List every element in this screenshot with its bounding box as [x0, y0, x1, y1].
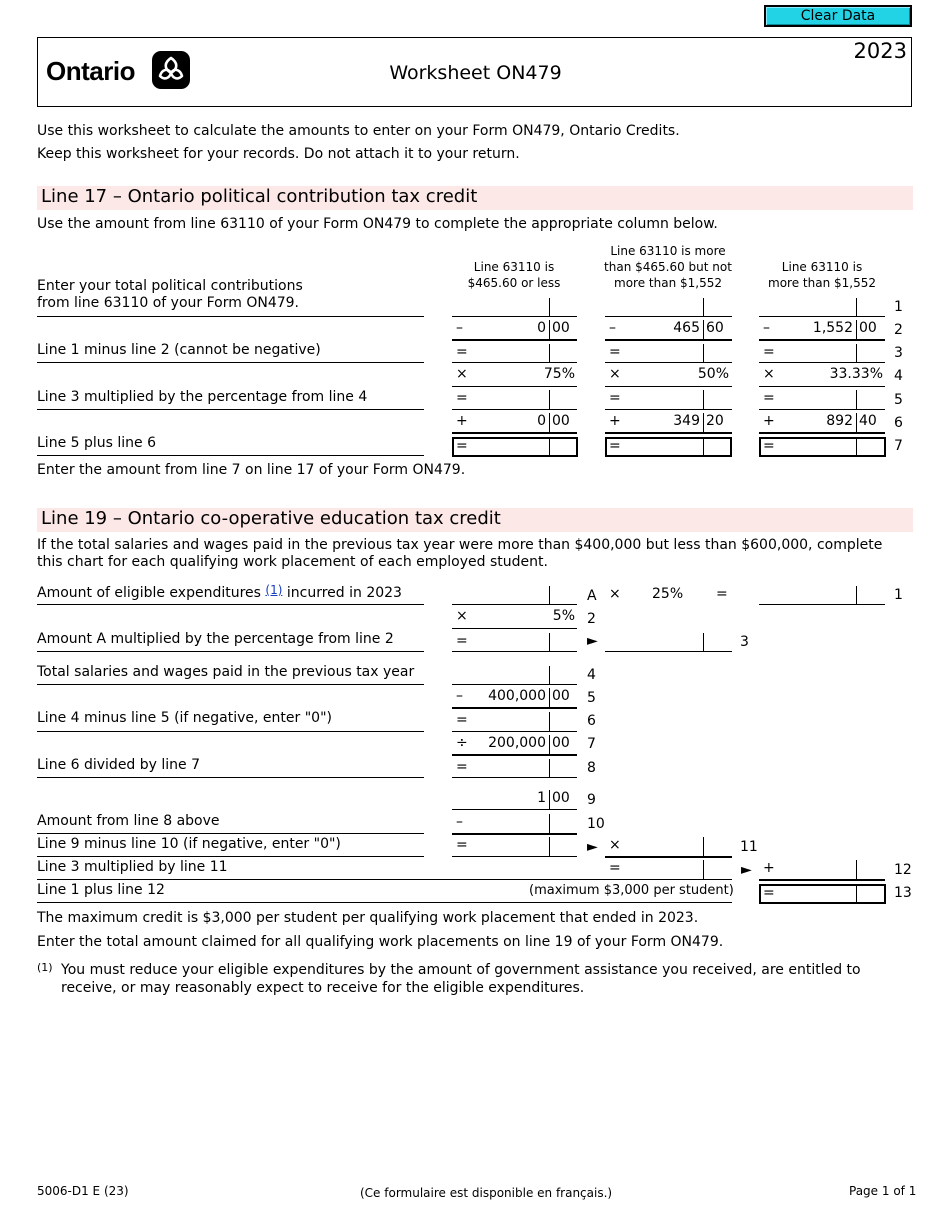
s17-c1-line4-rate: 75%	[543, 366, 575, 382]
s17-col3-header: Line 63110 is more than $1,552	[768, 260, 876, 290]
s19-row6-label: Line 4 minus line 5 (if negative, enter "0")	[37, 710, 332, 726]
s17-c1-line2-dollars: 0	[537, 320, 546, 336]
s19-line-code-a: A	[587, 588, 597, 604]
arrow-icon: ►	[587, 633, 598, 649]
s19-line1-rate: 25%	[652, 586, 684, 602]
s19-row13-note: (maximum $3,000 per student)	[529, 883, 734, 898]
s19-row8-label: Line 6 divided by line 7	[37, 757, 201, 773]
s19-line1-expenditures-input[interactable]	[452, 604, 577, 605]
s17-c2-line6-dollars: 349	[673, 413, 700, 429]
section-line-17-header: Line 17 – Ontario political contribution tax credit	[37, 186, 913, 210]
s19-line11-input[interactable]	[452, 856, 577, 857]
s17-c2-line3-input[interactable]	[605, 362, 732, 363]
s19-note-2: Enter the total amount claimed for all qualifying work placements on line 19 of your Form ON479.	[37, 934, 724, 950]
s19-line12-input[interactable]	[759, 879, 885, 881]
form-id: 5006-D1 E (23)	[37, 1184, 129, 1198]
s17-c1-line2-cents: 00	[552, 320, 570, 336]
s19-line-number: 1	[894, 587, 903, 603]
french-availability: (Ce formulaire est disponible en français.)	[360, 1186, 613, 1200]
s17-c2-line1-input[interactable]	[605, 316, 732, 317]
s19-line10-input[interactable]	[452, 833, 577, 835]
s19-line5-dollars: 400,000	[488, 688, 546, 704]
s17-row5-label: Line 3 multiplied by the percentage from line 4	[37, 389, 368, 405]
s17-row1-label-a: Enter your total political contributions	[37, 278, 303, 294]
s19-line-number: 13	[894, 885, 912, 901]
form-header	[37, 37, 912, 107]
s17-col1-header: Line 63110 is $465.60 or less	[467, 260, 561, 290]
s17-c3-line5-input[interactable]	[759, 409, 885, 410]
page-number: Page 1 of 1	[849, 1184, 917, 1198]
s17-c3-line2-dollars: 1,552	[812, 320, 853, 336]
s19-row11-label: Line 9 minus line 10 (if negative, enter "0")	[37, 836, 341, 852]
s19-line7-dollars: 200,000	[488, 735, 546, 751]
s17-line-number: 7	[894, 438, 903, 454]
s17-row3-label: Line 1 minus line 2 (cannot be negative)	[37, 342, 321, 358]
s19-line9-dollars: 1	[537, 790, 546, 806]
s19-line5-cents: 00	[552, 688, 570, 704]
s19-line9-cents: 00	[552, 790, 570, 806]
s17-instruction: Use the amount from line 63110 of your Form ON479 to complete the appropriate column below.	[37, 216, 718, 232]
arrow-icon: ►	[741, 862, 752, 878]
clear-data-button[interactable]: Clear Data	[764, 5, 912, 27]
s17-line-number: 2	[894, 322, 903, 338]
s17-c1-line1-input[interactable]	[452, 316, 577, 317]
tax-year: 2023	[853, 39, 907, 63]
s17-line-number: 1	[894, 299, 903, 315]
s19-line-number: 9	[587, 792, 596, 808]
s19-instruction: If the total salaries and wages paid in the previous tax year were more than $400,000 but less than $600,000, complete this chart for each qualifying work placement of each employed student.	[37, 537, 883, 570]
intro-line-1: Use this worksheet to calculate the amounts to enter on your Form ON479, Ontario Credits.	[37, 123, 680, 139]
s19-line7-cents: 00	[552, 735, 570, 751]
s17-c2-line6-cents: 20	[706, 413, 724, 429]
s19-line2-rate: 5%	[552, 608, 575, 624]
s19-line-number: 11	[740, 839, 758, 855]
s17-c1-line3-input[interactable]	[452, 362, 577, 363]
s17-col2-header: Line 63110 is more than $465.60 but not more than $1,552	[604, 244, 732, 290]
s19-row10-label: Amount from line 8 above	[37, 813, 220, 829]
s19-line3-result-input[interactable]	[605, 651, 732, 652]
s17-c3-line6-dollars: 892	[826, 413, 853, 429]
s17-c3-line4-rate: 33.33%	[829, 366, 883, 382]
s19-line13-total[interactable]	[759, 884, 886, 904]
s17-c3-line1-input[interactable]	[759, 316, 885, 317]
s19-line-number: 4	[587, 667, 596, 683]
s17-c3-line2-cents: 00	[859, 320, 877, 336]
s17-line-number: 4	[894, 368, 903, 384]
s17-line-number: 5	[894, 392, 903, 408]
s19-line3-input[interactable]	[452, 651, 577, 652]
s19-line-number: 12	[894, 862, 912, 878]
s19-row13-label: Line 1 plus line 12	[37, 882, 165, 898]
s19-line1-result-input[interactable]	[759, 604, 885, 605]
s19-line-number: 10	[587, 816, 605, 832]
s17-c1-line6-dollars: 0	[537, 413, 546, 429]
s17-c1-line7-total[interactable]	[452, 437, 578, 457]
s17-c2-line4-rate: 50%	[697, 366, 729, 382]
page-title: Worksheet ON479	[389, 62, 562, 84]
footnote-1-link[interactable]: (1)	[265, 583, 283, 597]
s17-c3-line6-cents: 40	[859, 413, 877, 429]
s19-line-number: 3	[740, 634, 749, 650]
arrow-icon: ►	[587, 839, 598, 855]
s17-c1-line6-cents: 00	[552, 413, 570, 429]
s19-line6-input[interactable]	[452, 731, 577, 732]
s19-line-number: 8	[587, 760, 596, 776]
s19-row1-label: Amount of eligible expenditures (1) incurred in 2023	[37, 583, 402, 601]
s17-c3-line3-input[interactable]	[759, 362, 885, 363]
s17-c2-line5-input[interactable]	[605, 409, 732, 410]
footnote-mark: (1)	[37, 961, 53, 974]
s19-line-number: 7	[587, 736, 596, 752]
s19-row4-label: Total salaries and wages paid in the previous tax year	[37, 664, 415, 680]
intro-line-2: Keep this worksheet for your records. Do not attach it to your return.	[37, 146, 520, 162]
s17-row7-label: Line 5 plus line 6	[37, 435, 156, 451]
s19-line11-result-input[interactable]	[605, 856, 732, 858]
s19-line4-salaries-input[interactable]	[452, 684, 577, 685]
s17-row1-label-b: from line 63110 of your Form ON479.	[37, 295, 299, 311]
s19-line-number: 5	[587, 690, 596, 706]
s19-row3-label: Amount A multiplied by the percentage from line 2	[37, 631, 394, 647]
s19-line8-input[interactable]	[452, 777, 577, 778]
s17-c1-line5-input[interactable]	[452, 409, 577, 410]
s19-line-number: 2	[587, 611, 596, 627]
s19-row12-label: Line 3 multiplied by line 11	[37, 859, 228, 875]
s17-c2-line2-dollars: 465	[673, 320, 700, 336]
s17-c3-line7-total[interactable]	[759, 437, 886, 457]
s19-note-1: The maximum credit is $3,000 per student per qualifying work placement that ended in 2023.	[37, 910, 699, 926]
section-line-19-header: Line 19 – Ontario co-operative education tax credit	[37, 508, 913, 532]
s19-line-number: 6	[587, 713, 596, 729]
ontario-logo-text: Ontario	[46, 56, 135, 86]
s17-c2-line2-cents: 60	[706, 320, 724, 336]
s17-line-number: 6	[894, 415, 903, 431]
s17-c2-line7-total[interactable]	[605, 437, 732, 457]
s17-line-number: 3	[894, 345, 903, 361]
footnote-text: You must reduce your eligible expenditures by the amount of government assistance you received, are entitled to receive, or may reasonably expect to receive for the eligible expenditures.	[61, 962, 861, 996]
s17-footer-text: Enter the amount from line 7 on line 17 of your Form ON479.	[37, 462, 466, 478]
